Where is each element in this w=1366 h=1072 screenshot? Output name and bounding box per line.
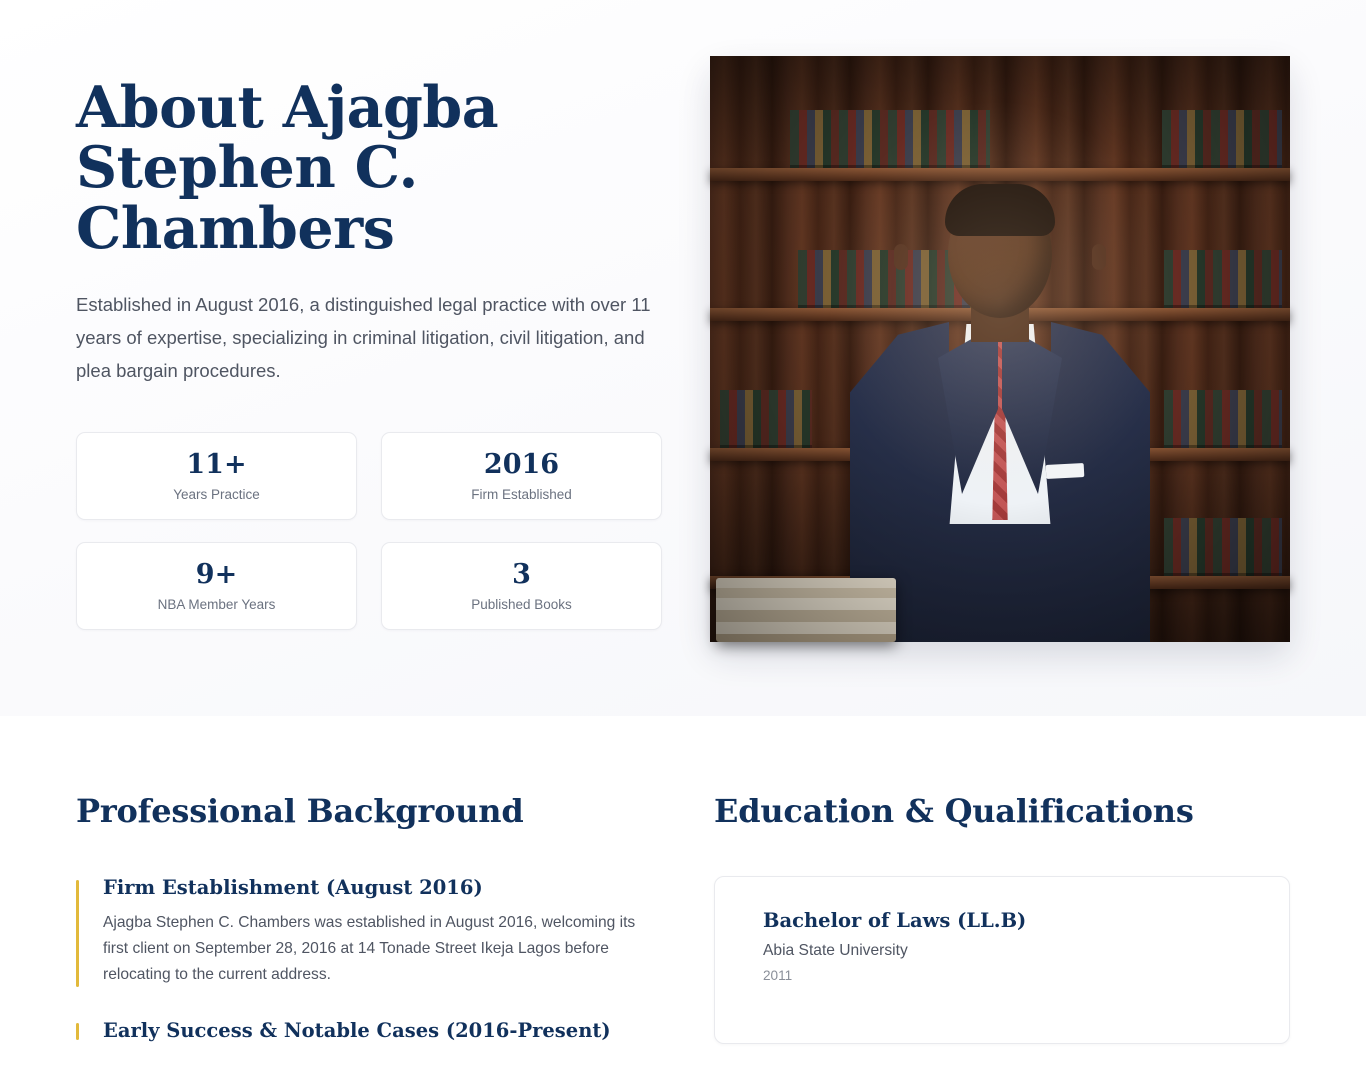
education-entry [763,909,1245,983]
timeline-item [76,1019,652,1042]
stat-label: NBA Member Years [157,596,276,612]
stat-label: Published Books [471,596,572,612]
timeline [76,876,652,1042]
lower-section [0,716,1366,1072]
stat-card-published-books [381,542,662,630]
education-degree: Bachelor of Laws (LL.B) [763,909,1027,932]
stat-label: Firm Established [471,486,572,502]
education-year: 2011 [763,968,793,983]
timeline-item-body: Ajagba Stephen C. Chambers was established in August 2016, welcoming its first client on September 28, 2016 at 14 Tonade Street Ikeja Lagos before relocating to the current address. [103,914,636,984]
stat-value: 11+ [186,449,247,481]
stat-label: Years Practice [173,486,260,502]
stat-card-years-practice [76,432,357,520]
education-card [714,876,1290,1044]
stat-value: 9+ [195,559,238,591]
hero-subtitle: Established in August 2016, a distinguished legal practice with over 11 years of expertise, specializing in criminal litigation, civil litigation, and plea bargain procedures. [76,294,651,382]
professional-background-heading: Professional Background [76,792,524,830]
timeline-item-title: Early Success & Notable Cases (2016-Present) [103,1018,611,1042]
hero-text-column [76,56,674,630]
stat-value: 3 [512,559,531,591]
education-heading: Education & Qualifications [714,792,1194,830]
education-column [714,792,1290,1072]
portrait-image [710,56,1290,642]
stats-grid [76,432,662,630]
page-title: About Ajagba Stephen C. Chambers [76,74,499,262]
timeline-item-title: Firm Establishment (August 2016) [103,876,483,899]
image-vignette [710,56,1290,642]
stat-value: 2016 [483,449,560,481]
stat-card-firm-established [381,432,662,520]
timeline-item [76,876,652,989]
stat-card-nba-member-years [76,542,357,630]
education-school: Abia State University [763,942,908,959]
hero-image-column [710,56,1290,642]
professional-background-column [76,792,652,1072]
